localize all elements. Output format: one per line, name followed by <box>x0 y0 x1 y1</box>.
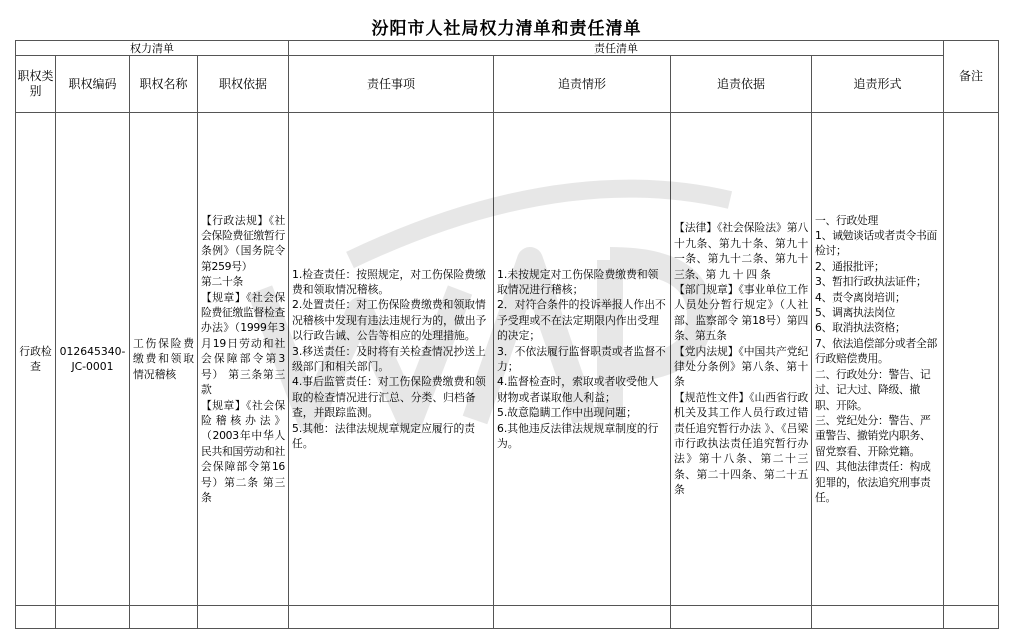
accountability-line: 4.监督检查时，索取或者收受他人财物或者谋取他人利益； <box>497 375 659 404</box>
remark-header: 备注 <box>944 41 999 113</box>
accountability-form-line: 7、依法追偿部分或者全部行政赔偿费用。 <box>815 336 938 366</box>
table-row <box>16 113 999 606</box>
remark-cell <box>944 113 999 606</box>
power-list-header: 权力清单 <box>16 41 289 56</box>
accountability-form-line: 4、责令离岗培训； <box>815 290 906 304</box>
duty-line: 2.处置责任：对工伤保险费缴费和领取情况稽核中发现有违法违规行为的，做出予以行政告诫、公告等相应的处理措施。 <box>292 298 487 343</box>
code-header: 职权编码 <box>56 56 130 113</box>
basis-line: 【规章】《社会保险稽核办法》（2003年中华人民共和国劳动和社会保障部令第16号）第二条 第三条 <box>201 398 285 504</box>
accountability-basis-line: 【党内法规】《中国共产党纪律处分条例》第八条、第十条 <box>674 344 808 389</box>
name-cell: 工伤保险费缴费和领取情况稽核 <box>130 113 198 606</box>
duty-line: 1.检查责任：按照规定，对工伤保险费缴费和领取情况稽核。 <box>292 267 486 296</box>
accountability-form-line: 一、行政处理 <box>815 213 878 227</box>
basis-line: 【行政法规】《社会保险费征缴暂行条例》（国务院令第259号） <box>201 213 285 273</box>
duty-line: 3.移送责任：及时将有关检查情况抄送上级部门和相关部门。 <box>292 344 486 373</box>
basis-header: 职权依据 <box>198 56 289 113</box>
accountability-form-line: 5、调离执法岗位 <box>815 306 896 320</box>
basis-cell <box>198 113 289 606</box>
basis-line: 第二十条 <box>201 275 243 289</box>
accountability-line: 5.故意隐瞒工作中出现问题； <box>497 406 637 420</box>
accountability-basis-line: 【部门规章】《事业单位工作人员处分暂行规定》（人社部、监察部令 第18号）第四条、第五条 <box>674 282 808 343</box>
accountability-form-line: 6、取消执法资格； <box>815 321 906 335</box>
accountability-line: 3．不依法履行监督职责或者监督不力； <box>497 344 666 373</box>
basis-line: 【规章】《社会保险费征缴监督检查办法》（1999年3月19日劳动和社会保障部令第3号） 第三条第三款 <box>201 290 285 397</box>
power-responsibility-table <box>15 40 999 629</box>
accountability-form-line: 1、诫勉谈话或者责令书面检讨； <box>815 229 938 258</box>
category-header: 职权类别 <box>16 56 56 113</box>
duty-line: 4.事后监管责任：对工伤保险费缴费和领取的检查情况进行汇总、分类、归档备查，并跟踪监测。 <box>292 375 486 420</box>
duty-line: 5.其他：法律法规规章规定应履行的责任。 <box>292 421 476 451</box>
responsibility-list-header: 责任清单 <box>289 41 944 56</box>
duty-cell <box>289 113 494 606</box>
accountability-form-header: 追责形式 <box>812 56 944 113</box>
accountability-form-line: 四、其他法律责任：构成犯罪的，依法追究刑事责任。 <box>815 460 931 504</box>
accountability-line: 6.其他违反法律法规规章制度的行为。 <box>497 421 659 451</box>
accountability-form-line: 三、党纪处分：警告、严重警告、撤销党内职务、留党察看、开除党籍。 <box>815 413 931 458</box>
category-cell: 行政检查 <box>16 113 56 606</box>
accountability-form-line: 2、通报批评； <box>815 259 885 273</box>
code-cell: 012645340-JC-0001 <box>56 113 130 606</box>
accountability-form-line: 二、行政处分：警告、记过、记大过、降级、撤职、开除。 <box>815 367 931 412</box>
accountability-basis-line: 【规范性文件】《山西省行政机关及其工作人员行政过错责任追究暂行办法 》、《吕梁市行政执法责任追究暂行办法》第十八条、第二十三条、第二十四条、第二十五条 <box>674 390 808 497</box>
duty-header: 责任事项 <box>289 56 494 113</box>
accountability-form-cell <box>812 113 944 606</box>
table-row <box>16 606 999 629</box>
accountability-header: 追责情形 <box>494 56 671 113</box>
accountability-basis-line: 【法律】《社会保险法》第八十九条、第九十条、第九十一条、第九十二条、第九十三条、第 九 十 四 条 <box>674 221 808 281</box>
accountability-cell <box>494 113 671 606</box>
name-header: 职权名称 <box>130 56 198 113</box>
accountability-line: 2．对符合条件的投诉举报人作出不予受理或不在法定期限内作出受理的决定； <box>497 298 666 343</box>
accountability-basis-cell <box>671 113 812 606</box>
accountability-line: 1.未按规定对工伤保险费缴费和领取情况进行稽核； <box>497 267 659 296</box>
accountability-basis-header: 追责依据 <box>671 56 812 113</box>
accountability-form-line: 3、暂扣行政执法证件； <box>815 275 927 289</box>
page-title: 汾阳市人社局权力清单和责任清单 <box>371 19 642 39</box>
